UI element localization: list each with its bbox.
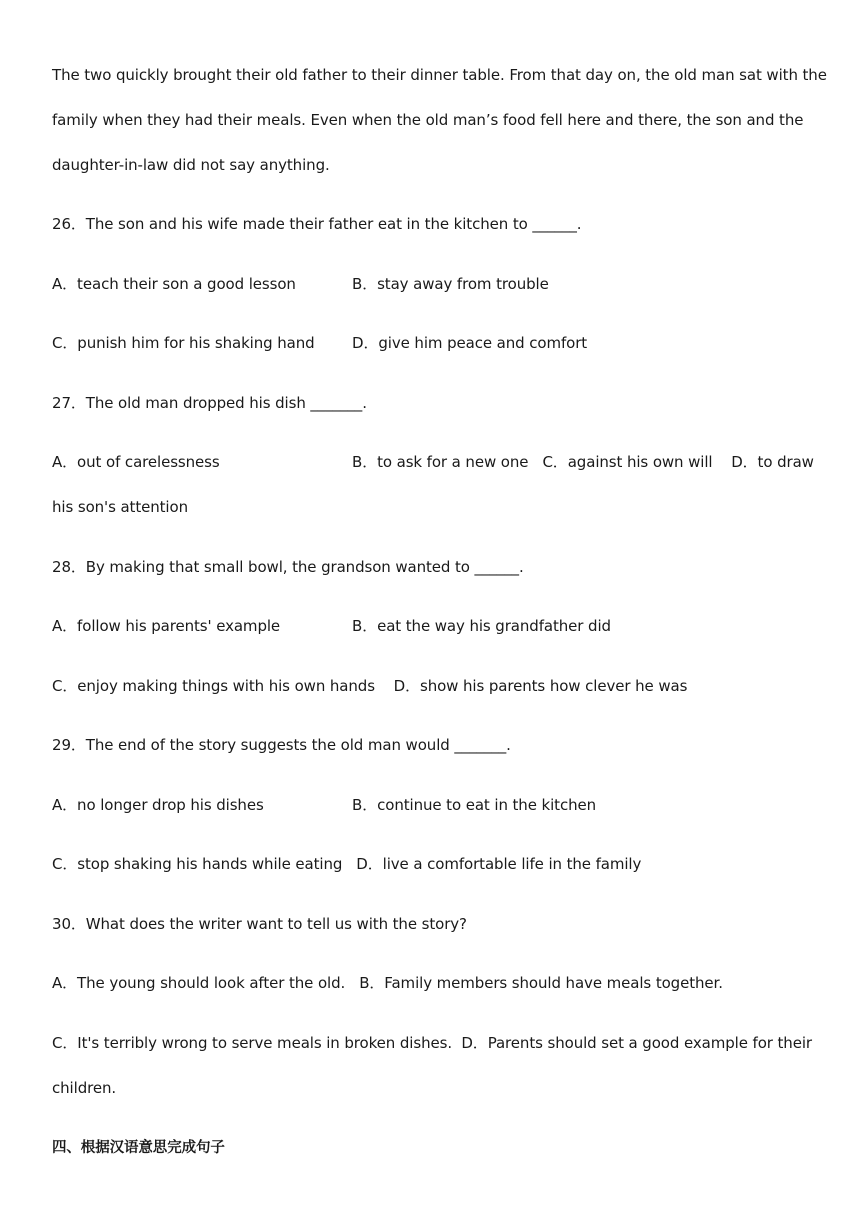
question-30-options-ab xyxy=(52,973,723,993)
question-28-option-a: A．follow his parents' example xyxy=(52,617,281,635)
question-27-option-b: B．to ask for a new one xyxy=(352,453,529,471)
question-29-option-c: C．stop shaking his hands while eating xyxy=(52,855,343,873)
passage-line-3: daughter-in-law did not say anything. xyxy=(52,156,330,174)
question-29-stem: 29．The end of the story suggests the old man would _______. xyxy=(52,736,511,754)
question-29-option-d: D．live a comfortable life in the family xyxy=(356,855,642,873)
question-29-option-b: B．continue to eat in the kitchen xyxy=(352,796,597,814)
passage-line-2: family when they had their meals. Even when the old man’s food fell here and there, the son and the xyxy=(52,111,804,129)
question-28-option-d: D．show his parents how clever he was xyxy=(393,677,688,695)
question-27-options-bcd xyxy=(352,452,814,472)
question-27-option-c: C．against his own will xyxy=(542,453,713,471)
question-27-option-d: D．to draw xyxy=(731,453,814,471)
question-26-option-b: B．stay away from trouble xyxy=(352,275,549,293)
question-30-option-c: C．It's terribly wrong to serve meals in broken dishes. xyxy=(52,1034,452,1052)
passage-line-1: The two quickly brought their old father to their dinner table. From that day on, the old man sat with the xyxy=(52,66,827,84)
question-30-option-b: B．Family members should have meals together. xyxy=(359,974,723,992)
question-30-option-d: D．Parents should set a good example for their xyxy=(461,1034,812,1052)
question-26-stem: 26．The son and his wife made their father eat in the kitchen to ______. xyxy=(52,215,582,233)
question-26-option-d: D．give him peace and comfort xyxy=(352,334,588,352)
question-30-stem: 30．What does the writer want to tell us with the story? xyxy=(52,915,467,933)
question-30-options-cd xyxy=(52,1033,812,1053)
section-heading: 四、根据汉语意思完成句子 xyxy=(52,1140,225,1156)
question-26-option-a: A．teach their son a good lesson xyxy=(52,275,296,293)
question-27-option-d-continued: his son's attention xyxy=(52,498,188,516)
question-28-option-b: B．eat the way his grandfather did xyxy=(352,617,611,635)
question-27-stem: 27．The old man dropped his dish _______. xyxy=(52,394,367,412)
question-29-option-a: A．no longer drop his dishes xyxy=(52,796,264,814)
question-30-option-a: A．The young should look after the old. xyxy=(52,974,346,992)
question-28-option-c: C．enjoy making things with his own hands xyxy=(52,677,375,695)
question-26-option-c: C．punish him for his shaking hand xyxy=(52,334,315,352)
question-29-options-cd xyxy=(52,854,641,874)
question-30-option-d-continued: children. xyxy=(52,1079,117,1097)
question-27-option-a: A．out of carelessness xyxy=(52,453,220,471)
question-28-stem: 28．By making that small bowl, the grandson wanted to ______. xyxy=(52,558,524,576)
question-28-options-cd xyxy=(52,676,687,696)
